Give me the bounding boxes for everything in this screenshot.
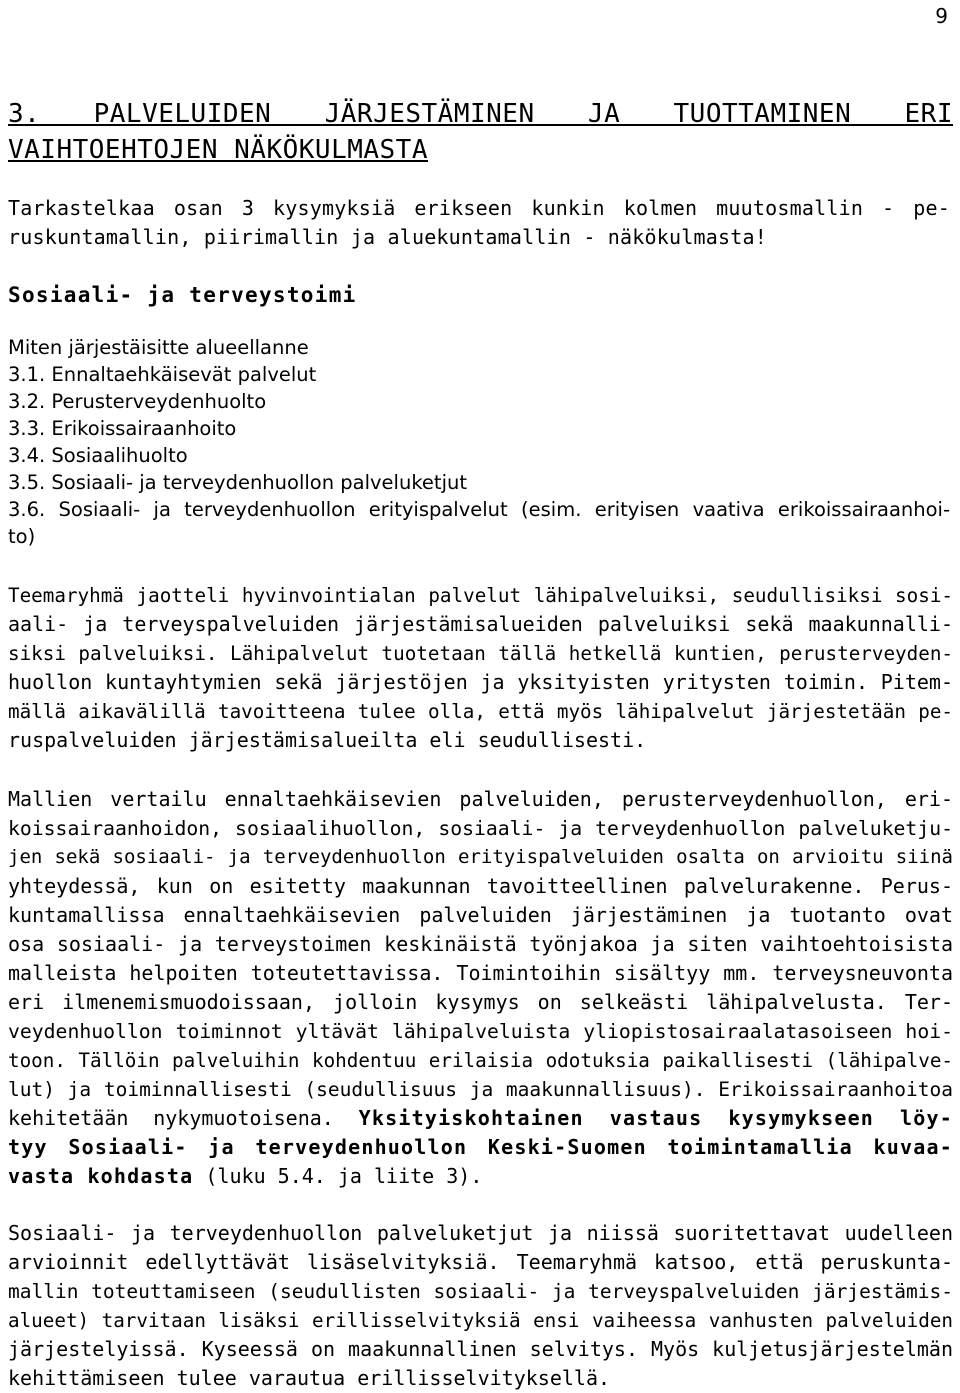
paragraph-line: Sosiaali- ja terveydenhuollon palveluketjut ja niissä suoritettavat uudelleen [8,1221,953,1245]
list-item-continuation: to) [8,525,36,548]
paragraph-line: arvioinnit edellyttävät lisäselvityksiä. Teemaryhmä katsoo, että peruskunta- [8,1250,953,1274]
paragraph-text: kehitetään nykymuotoisena. [8,1106,359,1130]
paragraph-line: kuntamallissa ennaltaehkäisevien palveluiden järjestäminen ja tuotanto ovat [8,903,953,927]
page-number: 9 [935,4,948,28]
emphasis-text: Yksityiskohtainen vastaus kysymykseen löy- [358,1106,954,1130]
paragraph-line: siksi palveluiksi. Lähipalvelut tuotetaan tällä hetkellä kuntien, perusterveyden- [8,642,953,665]
paragraph-line: Teemaryhmä jaotteli hyvinvointialan palvelut lähipalveluiksi, seudullisiksi sosi- [8,584,953,607]
section-heading [8,96,953,168]
paragraph-line: lut) ja toiminnallisesti (seudullisuus ja maakunnallisuus). Erikoissairaanhoitoa [8,1078,953,1101]
paragraph-1 [8,581,953,755]
intro-instruction [8,194,950,252]
subheading-social-health: Sosiaali- ja terveystoimi [8,283,357,307]
paragraph-line: aali- ja terveyspalveluiden järjestämisalueiden palveluiksi sekä maakunnalli- [8,612,953,636]
paragraph-line: Mallien vertailu ennaltaehkäisevien palveluiden, perusterveydenhuollon, eri- [8,787,953,811]
paragraph-line: kehittämiseen tulee varautua erillisselvityksellä. [8,1366,611,1390]
intro-line-1: Tarkastelkaa osan 3 kysymyksiä erikseen kunkin kolmen muutosmallin - pe- [8,196,950,220]
paragraph-line: malleista helpoiten toteutettavissa. Toimintoihin sisältyy mm. terveysneuvonta [8,961,953,985]
list-item: 3.1. Ennaltaehkäisevät palvelut [8,363,317,386]
list-item: 3.3. Erikoissairaanhoito [8,417,237,440]
paragraph-line: koissairaanhoidon, sosiaalihuollon, sosiaali- ja terveydenhuollon palveluketju- [8,817,953,840]
paragraph-line-mixed [8,1162,953,1191]
list-item: 3.6. Sosiaali- ja terveydenhuollon erityispalvelut (esim. erityisen vaativa erikoissairaanhoi- [8,498,950,521]
paragraph-line: huollon kuntayhtymien sekä järjestöjen ja yksityisten yritysten toimin. Pitem- [8,670,953,694]
paragraph-2 [8,785,953,1191]
list-item: 3.5. Sosiaali- ja terveydenhuollon palveluketjut [8,471,467,494]
section-heading-line-2: VAIHTOEHTOJEN NÄKÖKULMASTA [8,135,428,165]
paragraph-line: yhteydessä, kun on esitetty maakunnan tavoitteellinen palvelurakenne. Perus- [8,874,953,898]
question-list [8,334,950,550]
paragraph-line: järjestelyissä. Kyseessä on maakunnallinen selvitys. Myös kuljetusjärjestelmän [8,1337,953,1361]
question-list-intro: Miten järjestäisitte alueellanne [8,336,309,359]
paragraph-line: veydenhuollon toiminnot yltävät lähipalveluista yliopistosairaalatasoiseen hoi- [8,1020,953,1043]
paragraph-line: alueet) tarvitaan lisäksi erillisselvityksiä ensi vaiheessa vanhusten palveluiden [8,1309,953,1332]
paragraph-line: jen sekä sosiaali- ja terveydenhuollon erityispalveluiden osalta on arvioitu siinä [8,846,953,868]
list-item: 3.4. Sosiaalihuolto [8,444,188,467]
section-heading-line-1: 3. PALVELUIDEN JÄRJESTÄMINEN JA TUOTTAMINEN ERI [8,99,953,129]
paragraph-line: mällä aikavälillä tavoitteena tulee olla, että myös lähipalvelut järjestetään pe- [8,700,953,723]
paragraph-line: eri ilmenemismuodoissaan, jolloin kysymys on selkeästi lähipalvelusta. Ter- [8,990,953,1014]
paragraph-text: (luku 5.4. ja liite 3). [193,1164,483,1188]
intro-line-2: ruskuntamallin, piirimallin ja aluekuntamallin - näkökulmasta! [8,225,767,249]
emphasis-text: vasta kohdasta [8,1164,194,1188]
paragraph-line: toon. Tällöin palveluihin kohdentuu erilaisia odotuksia paikallisesti (lähipalve- [8,1049,953,1072]
paragraph-3 [8,1219,953,1393]
paragraph-line: ruspalveluiden järjestämisalueilta eli seudullisesti. [8,728,647,752]
emphasis-line: tyy Sosiaali- ja terveydenhuollon Keski-Suomen toimintamallia kuvaa- [8,1135,953,1159]
paragraph-line-mixed [8,1104,953,1133]
paragraph-line: osa sosiaali- ja terveystoimen keskinäistä työnjakoa ja siten vaihtoehtoisista [8,932,953,956]
list-item: 3.2. Perusterveydenhuolto [8,390,267,413]
paragraph-line: mallin toteuttamiseen (seudullisten sosiaali- ja terveyspalveluiden järjestämis- [8,1280,953,1303]
